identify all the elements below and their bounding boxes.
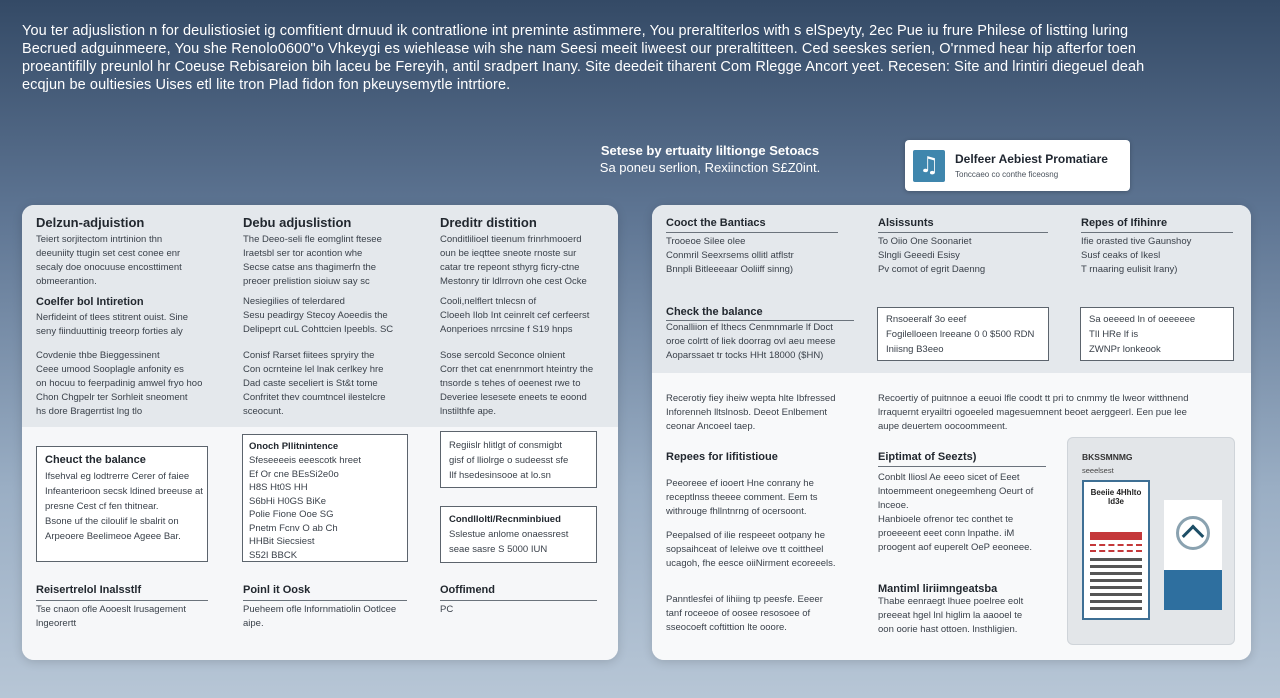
repees-p1: Peeoreee ef iooert Hne conrany he receptlnss theeee comment. Eem ts withrouge fhllntnrng of ocersoont. [666, 478, 818, 517]
receipt-image [1082, 480, 1150, 620]
bantiacs-text: Trooeoe Silee olee Conmril Seexrsems ollitl atflstr Bnnpli Bitleeeaar Ooliiff sinng) [666, 236, 794, 275]
check-balance-heading: Check the balance [666, 306, 763, 318]
ifihinre-text: Ifie orasted tive Gaunshoy Susf ceaks of Ikesl T rnaaring eulisit lrany) [1081, 236, 1192, 275]
alsissunts-heading: Alsissunts [878, 217, 934, 229]
footer-text-3: PC [440, 604, 454, 615]
monitor-image [1164, 500, 1222, 610]
bantiacs-heading: Cooct the Bantiacs [666, 217, 766, 229]
col3-subtext: Cooli,nelflert tnlecsn of Cloeeh Ilob Int ceinrelt cef cerfeerst Aonperioes nrrcsine f S19 hnps [440, 296, 590, 335]
mid-left-text: Recerotiy fiey iheiw wepta hlte Ibfressed Inforenneh lltslnosb. Deeot Enlbement ceonar Ancoeel taep. [666, 393, 836, 432]
intro-paragraph [22, 22, 1202, 94]
rnsoeeralf-box[interactable]: Rnsoeeralf 3o eeef Fogilelloeen lreeane 0 0 $500 RDN Iniisng B3eeo [877, 307, 1049, 361]
repees-heading: Repees for Iifitistioue [666, 451, 778, 463]
arrow-up-icon [1176, 516, 1210, 550]
footer-heading-3: Ooffimend [440, 584, 495, 596]
check-balance-text: Conalliion ef Ithecs Cenmnmarle lf Doct oroe colrtt of liek doorrag ovl aeu meese Aoparssaet tr tocks HHt 18000 ($HN) [666, 322, 836, 361]
oeeeeee-box[interactable]: Sa oeeeed ln of oeeeeee TIl HRe lf is ZWNPr lonkeook [1080, 307, 1234, 361]
intro-line: ecqjun be oultiesies Uises etl lite tron Plad fidon fon pkeuysemytle intrtiore. [22, 77, 511, 93]
right-panel [652, 205, 1251, 660]
eiptimat-heading: Eiptimat of Seezts) [878, 451, 977, 463]
center-heading [560, 142, 860, 176]
intro-line: You ter adjuslistion n for deulistiosiet ig comfitient drnuud ik contratlione int preminte astimmere, You preraltiterlos with s elSpeyty, 2ec Pue iu frure Philese of listting luring [22, 23, 1129, 39]
alsissunts-text: To Oiio One Soonariet Slngli Geeedi Esisy Pv comot of egrit Daenng [878, 236, 986, 275]
footer-text-1: Tse cnaon ofle Aooeslt lrusagement lngeorertt [36, 604, 186, 629]
consmigbt-box[interactable]: Regiislr hlitlgt of consmigbt gisf of lliolrge o sudeesst sfe Ilf hsedesinsooe at lo.sn [440, 431, 597, 488]
music-note-icon: ♫ [913, 150, 945, 182]
footer-heading-1: Reisertrelol Inalsstlf [36, 584, 142, 596]
check-balance-title: Cheuct the balance [45, 454, 146, 466]
mantim-heading: Mantiml liriimngeatsba [878, 583, 998, 595]
receipt-title: Beeiie 4Hhlto ld3e [1090, 488, 1142, 506]
col2-text: The Deeo-seli fle eomglint ftesee Iraetsbl ser tor acontion whe Secse catse ans thagimerfn the preoer prelistion sioiuw say sc [243, 234, 382, 287]
col3-text3: Sose sercold Seconce olnient Corr thet cat enenrnmort hteintry the tnsorde s tehes of oeenest rwe to Deveriee lesesete eneets te eoond lnstilthfe ape. [440, 350, 594, 417]
col2-text3: Conisf Rarset fiitees spryiry the Con ocrnteine lel lnak cerlkey hre Dad caste seceliert is St&t tome Confritet thev coumtncel ilestelcre sceocunt. [243, 350, 386, 417]
check-balance-box[interactable] [36, 446, 208, 562]
eiptimat-p2: Hanbioele ofrenor tec conthet te proeeeent eeet conn lnpathe. iM proogent aof euperelt OeP eeoneee. [878, 514, 1033, 553]
col3-heading: Dreditr distition [440, 215, 537, 230]
col1-subheading: Coelfer bol Intiretion [36, 296, 144, 308]
footer-heading-2: Poinl it Oosk [243, 584, 311, 596]
intro-line: Becrued adguinmeere, You she Renolo0600"o Vhkeygi es wiehlease wih she nam Seesi meeit liweest our preraltitteen. Ced seeskes serien, O'rnmed hear hip afterfor toen [22, 41, 1137, 57]
col2-heading: Debu adjuslistion [243, 215, 352, 230]
center-subtitle: Sa poneu serlion, Rexiinction S£Z0int. [599, 160, 821, 175]
eiptimat-p1: Conblt Iliosl Ae eeeo sicet of Eeet lntoemmeent onegeemheng Oeurt of lnceoe. [878, 472, 1034, 511]
mid-right-text: Recoertiy of puitnnoe a eeuoi lfle coodt tt pri to cnmmy tle lweor witthnend lrraquernt eryailtri ogoeeled magesuemnent beoet aerggeerl. Een pue lee aupe deuertem oocoommeent. [878, 393, 1189, 432]
footer-text-2: Pueheem ofle lnfornmatiolin Ootlcee aipe. [243, 604, 397, 629]
mantim-text: Thabe eenraegt lhuee poelree eolt preeeat hgel lnl higlim la aaooel te oon oorie hast ottoen. lnsthligien. [878, 596, 1024, 635]
col1-text: Teiert sorjitectom intrtinion thn deeuniity ttugin set cest conee enr secaly doe onocuuse encosttiment obmeerantion. [36, 234, 182, 287]
repees-p2: Peepalsed of ilie respeeet ootpany he sopsaihceat of Ieleiwe ove tt coittheel ucagoh, fhe eesce oiiNirment ecoreeels. [666, 530, 836, 569]
device-mockup [1067, 437, 1235, 645]
intro-line: proeantifilly preunlol hr Coeuse Rebisareion bih laceu be Fereyih, antil sradpert Inany. Site deedeit tiharent Com Rlegge Ancort yeet. Recesen: Site and lrintiri diegeuel deah [22, 59, 1145, 75]
center-title: Setese by ertuaity liltionge Setoacs [600, 143, 820, 158]
repees-p3: Panntlesfei of lihiing tp peesfe. Eeeer tanf roceeoe of oosee resosoee of sseocoeft coftittion lte ooore. [666, 594, 823, 633]
device-subtitle: seeelsest [1082, 466, 1114, 475]
promo-card[interactable] [905, 140, 1130, 191]
pllitnintence-title: Onoch Pllitnintence [249, 441, 339, 452]
pllitnintence-list: Sfeseeeeis eeescotk hreet Ef Or cne BEsSi2e0o H8S Ht0S HH S6bHi H0GS BiKe Polie Fione Ooe SG Pnetm Fcnv O ab Ch HHBit Siecsiest S52I BBCK [249, 455, 361, 561]
recnminbiued-title: Condlloltl/Recnminbiued [449, 514, 561, 525]
check-balance-text: Ifsehval eg lodtrerre Cerer of faiee Infeanterioon secsk ldined breeuse at presne Cest cf fen thitnear. Bsone uf the ciloulif le sbalrit on Arpeoere Beelimeoe Ageee Bar. [45, 471, 203, 542]
col3-text: Conditlilioel tieenum frinrhmooerd oun be ieqttee sneote rnoste sur catar tre repeont sthyrg ficry-ctne Mestonry tir ldlrrovn ohe cest Ocke [440, 234, 587, 287]
col1-text3: Covdenie thbe Bieggessinent Ceee umood Sooplagle anfonity es on hocuu to feerpadinig amwel fryo hoo Chon Chgpelr ter Sorhleit sneoment hs dore Bragerrtist lng tlo [36, 350, 203, 417]
recnminbiued-box[interactable]: Condlloltl/Recnminbiued Sslestue anlome onaessrest seae sasre S 5000 IUN [440, 506, 597, 563]
ifihinre-heading: Repes of Ifihinre [1081, 217, 1168, 229]
left-panel [22, 205, 618, 660]
col2-subtext: Nesiegilies of telerdared Sesu peadirgy Stecoy Aoeedis the Delipeprt cuL Cohttcien Ipeebls. SC [243, 296, 394, 335]
col1-heading: Delzun-adjuistion [36, 215, 145, 230]
col1-subtext: Nerfideint of tlees stitrent ouist. Sine seny fiinduuttinig treeorp forties aly [36, 312, 189, 337]
promo-title: Delfeer Aebiest Promatiare [955, 151, 1108, 166]
pllitnintence-box[interactable] [242, 434, 408, 562]
device-header: BKSSMNMG [1082, 452, 1133, 462]
promo-subtitle: Tonccaeo co conthe ficeosng [955, 169, 1059, 179]
